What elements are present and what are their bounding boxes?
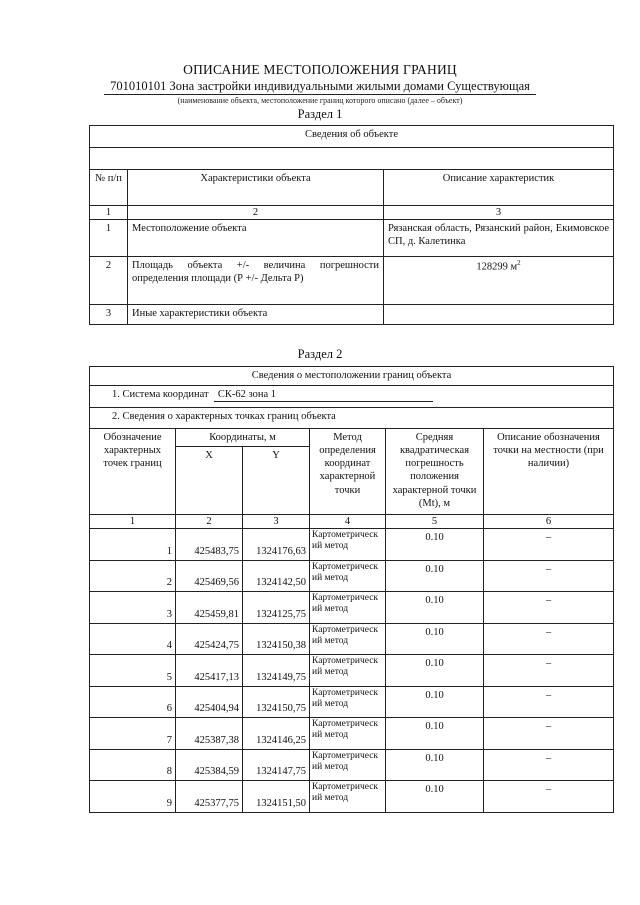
point-description: – <box>484 529 614 561</box>
point-x <box>176 529 243 561</box>
col-number: 1 <box>90 206 128 220</box>
table-row <box>90 257 614 305</box>
point-x-text: 425459,81 <box>194 608 239 620</box>
point-method: Картометрическ ий метод <box>310 718 386 750</box>
table-row <box>90 220 614 257</box>
point-y-text: 1324147,75 <box>256 766 306 778</box>
point-y-text: 1324151,50 <box>256 797 306 809</box>
table-row <box>90 560 614 592</box>
point-error: 0.10 <box>386 718 484 750</box>
point-x <box>176 749 243 781</box>
point-number <box>90 655 176 687</box>
point-x <box>176 781 243 813</box>
point-number-text: 2 <box>166 577 172 589</box>
point-description: – <box>484 718 614 750</box>
point-x-text: 425387,38 <box>194 734 239 746</box>
point-number-text: 1 <box>166 545 172 557</box>
point-number-text: 6 <box>166 703 172 715</box>
point-description: – <box>484 749 614 781</box>
point-y <box>243 718 310 750</box>
point-y-text: 1324176,63 <box>256 545 306 557</box>
point-y-text: 1324149,75 <box>256 671 306 683</box>
point-x-text: 425469,56 <box>194 577 239 589</box>
table-title: Сведения об объекте <box>90 126 614 148</box>
point-description: – <box>484 623 614 655</box>
point-method: Картометрическ ий метод <box>310 655 386 687</box>
table-row <box>90 623 614 655</box>
col-number: 1 <box>90 515 176 529</box>
point-number <box>90 560 176 592</box>
point-number <box>90 781 176 813</box>
row-char: Площадь объекта +/- величина погрешности определения площади (Р +/- Дельта Р) <box>128 257 384 305</box>
point-error: 0.10 <box>386 623 484 655</box>
point-x <box>176 655 243 687</box>
point-number-text: 7 <box>166 734 172 746</box>
point-number <box>90 686 176 718</box>
col-number: 2 <box>128 206 384 220</box>
col-header-y: Y <box>243 447 310 515</box>
point-method: Картометрическ ий метод <box>310 529 386 561</box>
table-row <box>90 592 614 624</box>
point-y <box>243 623 310 655</box>
coord-system-value: СК-62 зона 1 <box>214 388 433 402</box>
point-error: 0.10 <box>386 686 484 718</box>
point-number <box>90 529 176 561</box>
col-header-coords: Координаты, м <box>176 429 310 447</box>
point-method: Картометрическ ий метод <box>310 560 386 592</box>
coord-system-row <box>90 386 614 408</box>
point-number <box>90 718 176 750</box>
boundary-points-table <box>89 366 614 813</box>
col-header-desc: Описание характеристик <box>384 170 614 206</box>
point-description: – <box>484 560 614 592</box>
row-desc <box>384 305 614 325</box>
point-description: – <box>484 781 614 813</box>
object-name-text: 701010101 Зона застройки индивидуальными жилыми домами Существующая <box>104 79 536 95</box>
object-name <box>0 79 640 94</box>
table-row <box>90 686 614 718</box>
point-description: – <box>484 655 614 687</box>
point-description: – <box>484 592 614 624</box>
table-row <box>90 305 614 325</box>
point-method: Картометрическ ий метод <box>310 686 386 718</box>
col-header-method: Метод определения координат характерной точки <box>310 429 386 515</box>
col-header-descr: Описание обозначения точки на местности (при наличии) <box>484 429 614 515</box>
point-error: 0.10 <box>386 749 484 781</box>
row-no: 1 <box>90 220 128 257</box>
point-error: 0.10 <box>386 655 484 687</box>
point-x-text: 425483,75 <box>194 545 239 557</box>
section2-label: Раздел 2 <box>297 347 343 361</box>
point-y <box>243 592 310 624</box>
point-y-text: 1324150,38 <box>256 640 306 652</box>
point-y <box>243 686 310 718</box>
col-number: 6 <box>484 515 614 529</box>
table-title: Сведения о местоположении границ объекта <box>90 367 614 386</box>
point-y <box>243 781 310 813</box>
col-header-x: X <box>176 447 243 515</box>
table-row <box>90 529 614 561</box>
row-desc <box>384 257 614 305</box>
point-number-text: 3 <box>166 608 172 620</box>
point-error: 0.10 <box>386 592 484 624</box>
point-number <box>90 623 176 655</box>
point-number-text: 5 <box>166 671 172 683</box>
document-title: ОПИСАНИЕ МЕСТОПОЛОЖЕНИЯ ГРАНИЦ <box>183 62 457 77</box>
coord-system-label: 1. Система координат <box>112 389 209 400</box>
point-method: Картометрическ ий метод <box>310 623 386 655</box>
point-x-text: 425404,94 <box>194 703 239 715</box>
point-description: – <box>484 686 614 718</box>
point-y <box>243 560 310 592</box>
row-char: Местоположение объекта <box>128 220 384 257</box>
point-y <box>243 655 310 687</box>
col-number: 5 <box>386 515 484 529</box>
table-row <box>90 718 614 750</box>
point-x <box>176 686 243 718</box>
point-x-text: 425377,75 <box>194 797 239 809</box>
point-x <box>176 560 243 592</box>
point-method: Картометрическ ий метод <box>310 592 386 624</box>
point-y-text: 1324146,25 <box>256 734 306 746</box>
col-number: 4 <box>310 515 386 529</box>
point-y-text: 1324125,75 <box>256 608 306 620</box>
row-desc: Рязанская область, Рязанский район, Екимовское СП, д. Калетинка <box>384 220 614 257</box>
point-x-text: 425417,13 <box>194 671 239 683</box>
point-y-text: 1324150,75 <box>256 703 306 715</box>
row-no: 3 <box>90 305 128 325</box>
point-x-text: 425424,75 <box>194 640 239 652</box>
col-header-char: Характеристики объекта <box>128 170 384 206</box>
object-info-table <box>89 125 614 325</box>
point-method: Картометрическ ий метод <box>310 781 386 813</box>
col-header-error: Средняя квадратическая погрешность положения характерной точки (Mt), м <box>386 429 484 515</box>
point-number <box>90 749 176 781</box>
col-header-no: № п/п <box>90 170 128 206</box>
point-y <box>243 529 310 561</box>
col-number: 2 <box>176 515 243 529</box>
point-x-text: 425384,59 <box>194 766 239 778</box>
col-header-point: Обозначение характерных точек границ <box>90 429 176 515</box>
empty-row <box>90 148 614 170</box>
point-x <box>176 623 243 655</box>
point-number <box>90 592 176 624</box>
point-number-text: 8 <box>166 766 172 778</box>
point-error: 0.10 <box>386 781 484 813</box>
row-char: Иные характеристики объекта <box>128 305 384 325</box>
point-y <box>243 749 310 781</box>
object-caption: (наименование объекта, местоположение границ которого описано (далее – объект) <box>177 96 463 105</box>
row-no: 2 <box>90 257 128 305</box>
point-number-text: 9 <box>166 797 172 809</box>
point-error: 0.10 <box>386 560 484 592</box>
point-error: 0.10 <box>386 529 484 561</box>
area-unit-sup: 2 <box>517 259 521 268</box>
points-section-label: 2. Сведения о характерных точках границ объекта <box>90 408 614 429</box>
point-y-text: 1324142,50 <box>256 577 306 589</box>
point-x <box>176 718 243 750</box>
table-row <box>90 781 614 813</box>
point-method: Картометрическ ий метод <box>310 749 386 781</box>
point-number-text: 4 <box>166 640 172 652</box>
col-number: 3 <box>243 515 310 529</box>
point-x <box>176 592 243 624</box>
table-row <box>90 655 614 687</box>
table-row <box>90 749 614 781</box>
col-number: 3 <box>384 206 614 220</box>
section1-label: Раздел 1 <box>297 107 343 121</box>
area-value: 128299 м <box>476 261 518 273</box>
